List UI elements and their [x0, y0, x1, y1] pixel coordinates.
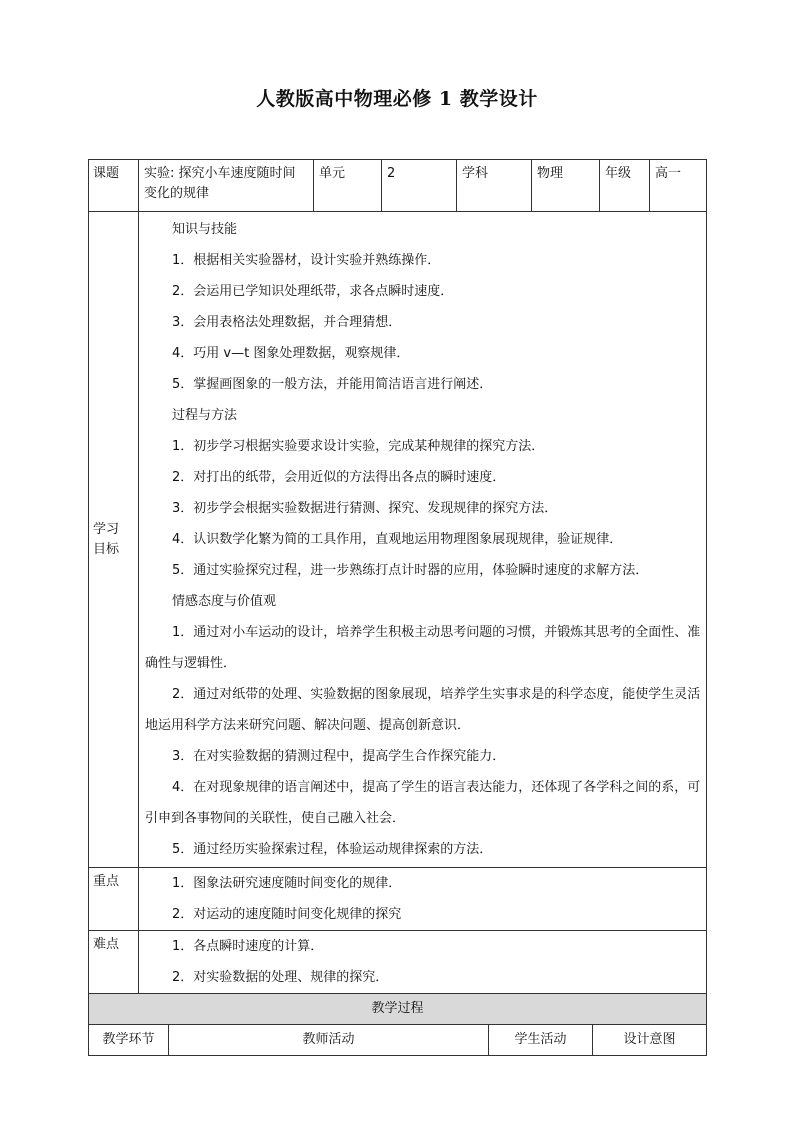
- goal-line: 2．会运用已学知识处理纸带，求各点瞬时速度．: [172, 284, 454, 299]
- unit-label: 单元: [314, 160, 382, 212]
- goal-line: 1．根据相关实验器材，设计实验并熟练操作．: [172, 253, 441, 268]
- grade-value: 高一: [650, 160, 707, 212]
- column-header: 设计意图: [593, 1025, 707, 1056]
- difficulty-item: 2．对实验数据的处理、规律的探究．: [172, 970, 389, 985]
- goals-content: [139, 212, 707, 868]
- column-header: 教学环节: [89, 1025, 169, 1056]
- column-header: 学生活动: [489, 1025, 593, 1056]
- key-point-item: 2．对运动的速度随时间变化规律的探究: [172, 907, 402, 922]
- teaching-process-table: [88, 993, 707, 1056]
- difficulty-item: 1．各点瞬时速度的计算．: [172, 939, 324, 954]
- key-point-item: 1．图象法研究速度随时间变化的规律．: [172, 876, 402, 891]
- goal-line: 5．通过实验探究过程，进一步熟练打点计时器的应用，体验瞬时速度的求解方法．: [172, 563, 649, 578]
- column-header: 教师活动: [169, 1025, 489, 1056]
- difficulties-row: [89, 931, 707, 994]
- goal-line: 2．通过对纸带的处理、实验数据的图象展现，培养学生实事求是的科学态度，能使学生灵活地运用科学方法来研究问题、解决问题、提高创新意识．: [145, 687, 701, 733]
- key-points-row: [89, 868, 707, 931]
- key-points-label: 重点: [89, 868, 139, 931]
- info-row: [89, 160, 707, 212]
- goal-line: 5．掌握画图象的一般方法，并能用简洁语言进行阐述．: [172, 377, 493, 392]
- key-points-content: [139, 868, 707, 931]
- subject-label: 学科: [457, 160, 532, 212]
- goal-line: 4．认识数学化繁为简的工具作用，直观地运用物理图象展现规律，验证规律．: [172, 532, 623, 547]
- goal-line: 2．对打出的纸带，会用近似的方法得出各点的瞬时速度．: [172, 470, 506, 485]
- goals-label-line2: 目标: [93, 541, 120, 557]
- topic-label: 课题: [89, 160, 139, 212]
- goals-row: [89, 212, 707, 868]
- page-title: 人教版高中物理必修 1 教学设计: [256, 88, 538, 110]
- process-header: 教学过程: [89, 994, 707, 1025]
- process-header-row: [89, 994, 707, 1025]
- goal-line: 4．在对现象规律的语言阐述中，提高了学生的语言表达能力，还体现了各学科之间的系，可引申到各事物间的关联性，使自己融入社会．: [145, 780, 701, 826]
- goal-line: 知识与技能: [172, 222, 238, 237]
- goal-line: 情感态度与价值观: [172, 594, 277, 609]
- goals-label: [89, 212, 139, 868]
- difficulties-label: 难点: [89, 931, 139, 994]
- subject-value: 物理: [532, 160, 600, 212]
- goal-line: 1．初步学习根据实验要求设计实验，完成某种规律的探究方法．: [172, 439, 545, 454]
- goal-line: 3．初步学会根据实验数据进行猜测、探究、发现规律的探究方法．: [172, 501, 558, 516]
- goals-label-line1: 学习: [93, 521, 120, 537]
- lesson-info-table: [88, 159, 707, 994]
- goal-line: 3．在对实验数据的猜测过程中，提高学生合作探究能力．: [172, 749, 506, 764]
- goal-line: 4．巧用 v—t 图象处理数据，观察规律．: [172, 346, 410, 361]
- grade-label: 年级: [600, 160, 650, 212]
- process-columns-row: [89, 1025, 707, 1056]
- unit-value: 2: [382, 160, 457, 212]
- goal-line: 过程与方法: [172, 408, 238, 423]
- goal-line: 1．通过对小车运动的设计，培养学生积极主动思考问题的习惯，并锻炼其思考的全面性、准确性与逻辑性．: [145, 625, 701, 671]
- goal-line: 5．通过经历实验探索过程，体验运动规律探索的方法．: [172, 842, 493, 857]
- topic-value: 实验: 探究小车速度随时间变化的规律: [139, 160, 314, 212]
- goal-line: 3．会用表格法处理数据，并合理猜想．: [172, 315, 402, 330]
- difficulties-content: [139, 931, 707, 994]
